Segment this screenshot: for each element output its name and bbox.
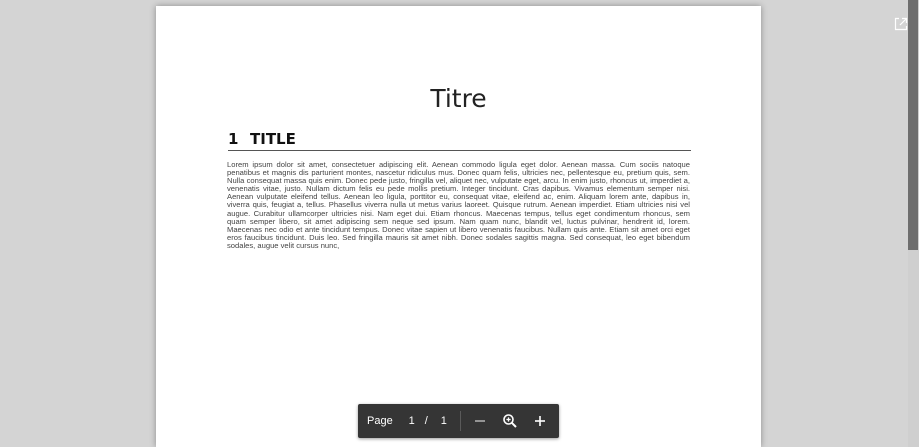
zoom-reset-button[interactable]	[497, 408, 523, 434]
zoom-in-button[interactable]	[527, 408, 553, 434]
current-page-input[interactable]	[405, 415, 419, 427]
scrollbar-thumb[interactable]	[908, 0, 918, 250]
total-pages: 1	[440, 415, 447, 427]
section-heading	[228, 130, 691, 151]
page-separator: /	[424, 415, 428, 427]
document-page	[156, 6, 761, 447]
magnifier-icon	[502, 413, 518, 429]
zoom-out-button[interactable]	[467, 408, 493, 434]
section-body-text: Lorem ipsum dolor sit amet, consectetuer adipiscing elit. Aenean commodo ligula eget dolor. Aenean massa. Cum sociis natoque penatibus et magnis dis parturient montes, nascetur ridiculus mus. Donec quam felis, ultricies nec, pellentesque eu, pretium quis, sem. Nulla consequat massa quis enim. Donec pede justo, fringilla vel, aliquet nec, vulputate eget, arcu. In enim justo, rhoncus ut, imperdiet a, venenatis vitae, justo. Nullam dictum felis eu pede mollis pretium. Integer tincidunt. Cras dapibus. Vivamus elementum semper nisi. Aenean vulputate eleifend tellus. Aenean leo ligula, porttitor eu, consequat vitae, eleifend ac, enim. Aliquam lorem ante, dapibus in, viverra quis, feugiat a, tellus. Phasellus viverra nulla ut metus varius laoreet. Quisque rutrum. Aenean imperdiet. Etiam ultricies nisi vel augue. Curabitur ullamcorper ultricies nisi. Nam eget dui. Etiam rhoncus. Maecenas tempus, tellus eget condimentum rhoncus, sem quam semper libero, sit amet adipiscing sem neque sed ipsum. Nam quam nunc, blandit vel, luctus pulvinar, hendrerit id, lorem. Maecenas nec odio et ante tincidunt tempus. Donec vitae sapien ut libero venenatis faucibus. Nullam quis ante. Etiam sit amet orci eget eros faucibus tincidunt. Duis leo. Sed fringilla mauris sit amet nibh. Donec sodales sagittis magna. Sed consequat, leo eget bibendum sodales, augue velit cursus nunc,	[227, 160, 690, 250]
document-title: Titre	[430, 84, 487, 113]
page-label: Page	[367, 415, 393, 427]
page-toolbar	[358, 404, 559, 438]
external-link-icon	[893, 16, 909, 32]
toolbar-divider	[460, 411, 461, 431]
popout-button[interactable]	[893, 16, 909, 32]
section-number: 1	[228, 130, 239, 148]
section-heading-text: TITLE	[250, 130, 296, 148]
minus-icon	[473, 414, 487, 428]
plus-icon	[533, 414, 547, 428]
